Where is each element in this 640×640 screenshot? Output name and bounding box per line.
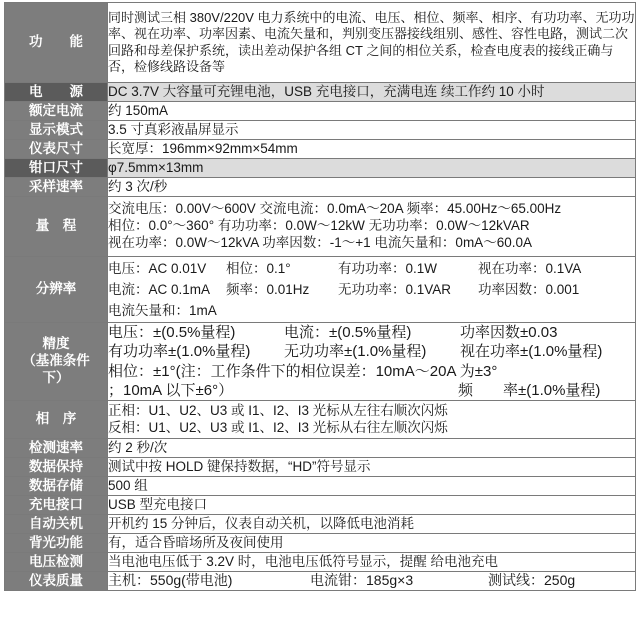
acc-power-factor: 功率因数±0.03 [460, 324, 558, 342]
label-range: 量 程 [5, 197, 108, 257]
label-auto-off: 自动关机 [5, 515, 108, 534]
res-active-power: 有功功率：0.1W [338, 261, 438, 276]
value-phase-sequence [108, 401, 636, 439]
range-line-3: 视在功率：0.0W～12kVA 功率因数：-1～+1 电流矢量和：0mA～60.0A [108, 234, 532, 250]
label-resolution: 分辨率 [5, 257, 108, 323]
row-weight [5, 572, 636, 591]
label-display-mode: 显示模式 [5, 121, 108, 140]
row-backlight [5, 534, 636, 553]
weight-host: 主机：550g(带电池) [108, 572, 233, 589]
value-voltage-detect: 当电池电压低于 3.2V 时，电池电压低符号显示，提醒 给电池充电 [108, 553, 636, 572]
phase-reverse: 反相：U1、U2、U3 或 I1、I2、I3 光标从右往左顺次闪烁 [108, 419, 448, 435]
row-dimensions [5, 140, 636, 159]
accuracy-label-3: 下） [42, 369, 70, 385]
label-dimensions: 仪表尺寸 [5, 140, 108, 159]
acc-current: 电流：±(0.5%量程) [284, 324, 412, 342]
row-voltage-detect [5, 553, 636, 572]
range-line-1: 交流电压：0.00V～600V 交流电流：0.0mA～20A 频率：45.00Hz～65.00Hz [108, 201, 562, 217]
label-backlight: 背光功能 [5, 534, 108, 553]
res-reactive-power: 无功功率：0.1VAR [338, 282, 452, 297]
res-voltage: 电压：AC 0.01V [108, 261, 207, 276]
res-frequency: 频率：0.01Hz [226, 282, 310, 297]
value-charge-port: USB 型充电接口 [108, 496, 636, 515]
value-accuracy [108, 323, 636, 401]
acc-frequency: 频 率±(1.0%量程) [458, 381, 601, 399]
row-resolution [5, 257, 636, 323]
label-phase-sequence: 相 序 [5, 401, 108, 439]
acc-apparent: 视在功率±(1.0%量程) [460, 343, 603, 361]
row-clamp-size [5, 159, 636, 178]
label-weight: 仪表质量 [5, 572, 108, 591]
value-data-hold: 测试中按 HOLD 键保持数据，“HD”符号显示 [108, 458, 636, 477]
value-dimensions: 长宽厚：196mm×92mm×54mm [108, 140, 636, 159]
value-detect-rate: 约 2 秒/次 [108, 439, 636, 458]
row-auto-off [5, 515, 636, 534]
res-power-factor: 功率因数：0.001 [478, 282, 580, 297]
row-accuracy [5, 323, 636, 401]
accuracy-line-1 [108, 323, 635, 342]
label-data-store: 数据存储 [5, 477, 108, 496]
phase-forward: 正相：U1、U2、U3 或 I1、I2、I3 光标从左往右顺次闪烁 [108, 402, 448, 418]
acc-phase-low: ；10mA 以下±6°） [108, 381, 234, 399]
range-line-2: 相位：0.0°～360° 有功功率：0.0W～12kW 无功功率：0.0W～12kVAR [108, 218, 530, 234]
label-voltage-detect: 电压检测 [5, 553, 108, 572]
value-resolution [108, 257, 636, 323]
accuracy-label-2: （基准条件 [22, 353, 90, 369]
value-weight [108, 572, 636, 591]
row-range [5, 197, 636, 257]
spec-table [4, 2, 636, 591]
label-charge-port: 充电接口 [5, 496, 108, 515]
label-function: 功 能 [5, 3, 108, 83]
row-function [5, 3, 636, 83]
res-current: 电流：AC 0.1mA [108, 282, 211, 297]
value-range [108, 197, 636, 257]
label-accuracy [5, 323, 108, 401]
row-data-hold [5, 458, 636, 477]
accuracy-line-3: 相位：±1°(注：工作条件下的相位误差：10mA～20A 为±3° [108, 362, 498, 380]
row-charge-port [5, 496, 636, 515]
value-display-mode: 3.5 寸真彩液晶屏显示 [108, 121, 636, 140]
value-auto-off: 开机约 15 分钟后，仪表自动关机，以降低电池消耗 [108, 515, 636, 534]
row-rated-current [5, 102, 636, 121]
row-power [5, 83, 636, 102]
acc-active: 有功功率±(1.0%量程) [108, 343, 251, 361]
value-data-store: 500 组 [108, 477, 636, 496]
value-rated-current: 约 150mA [108, 102, 636, 121]
value-sample-rate: 约 3 次/秒 [108, 178, 636, 197]
res-phase: 相位：0.1° [226, 261, 291, 276]
row-phase-sequence [5, 401, 636, 439]
weight-clamp: 电流钳：185g×3 [310, 572, 414, 589]
label-clamp-size: 钳口尺寸 [5, 159, 108, 178]
label-rated-current: 额定电流 [5, 102, 108, 121]
row-sample-rate [5, 178, 636, 197]
resolution-line-1 [108, 258, 635, 279]
resolution-line-2 [108, 279, 635, 300]
accuracy-label-1: 精度 [42, 336, 70, 352]
value-backlight: 有，适合昏暗场所及夜间使用 [108, 534, 636, 553]
value-power: DC 3.7V 大容量可充锂电池，USB 充电接口，充满电连 续工作约 10 小时 [108, 83, 636, 102]
resolution-line-3: 电流矢量和：1mA [108, 303, 217, 318]
res-apparent-power: 视在功率：0.1VA [478, 261, 582, 276]
label-sample-rate: 采样速率 [5, 178, 108, 197]
value-function: 同时测试三相 380V/220V 电力系统中的电流、电压、相位、频率、相序、有功功率、无功功率、视在功率、功率因素、电流矢量和，判别变压器接线组别、感性、容性电路，测试二次回路和母差保护系统，读出差动保护各组 CT 之间的相位关系，检查电度表的接线正确与否，检修线路设备等 [108, 3, 636, 83]
label-power: 电 源 [5, 83, 108, 102]
acc-voltage: 电压：±(0.5%量程) [108, 324, 236, 342]
value-clamp-size: φ7.5mm×13mm [108, 159, 636, 178]
label-data-hold: 数据保持 [5, 458, 108, 477]
row-display-mode [5, 121, 636, 140]
accuracy-line-2 [108, 342, 635, 361]
row-data-store [5, 477, 636, 496]
accuracy-line-4 [108, 381, 635, 400]
row-detect-rate [5, 439, 636, 458]
acc-reactive: 无功功率±(1.0%量程) [284, 343, 427, 361]
label-detect-rate: 检测速率 [5, 439, 108, 458]
weight-leads: 测试线：250g [488, 572, 576, 589]
